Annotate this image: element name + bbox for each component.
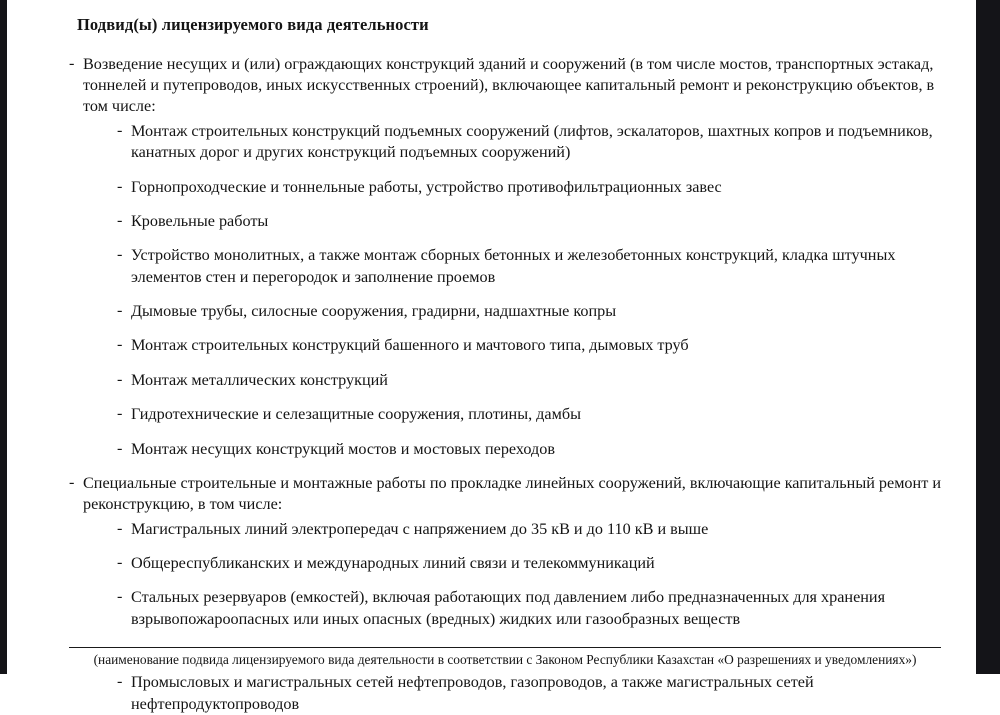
list-item-text: Монтаж строительных конструкций башенного и мачтового типа, дымовых труб — [131, 336, 689, 355]
scan-edge-right — [976, 0, 1000, 674]
bullet-dash-icon: - — [117, 587, 123, 606]
list-item — [117, 301, 941, 322]
list-item-text: Устройство монолитных, а также монтаж сборных бетонных и железобетонных конструкций, кладка штучных элементов стен и перегородок и заполнение проемов — [131, 246, 896, 286]
bullet-dash-icon: - — [117, 176, 123, 195]
document-page — [7, 0, 976, 713]
list-item-text: Дымовые трубы, силосные сооружения, градирни, надшахтные копры — [131, 302, 617, 320]
bullet-dash-icon: - — [117, 120, 123, 139]
list-item — [117, 587, 941, 630]
list-item — [117, 404, 941, 425]
document-footer — [69, 647, 941, 668]
bullet-dash-icon: - — [117, 335, 123, 354]
list-item-text: Гидротехнические и селезащитные сооружения, плотины, дамбы — [131, 405, 581, 424]
scan-edge-left — [0, 0, 7, 674]
subtype-list — [69, 54, 941, 715]
footer-divider — [69, 647, 941, 648]
list-item-text: Магистральных линий электропередач с напряжением до 35 кВ и до 110 кВ и выше — [131, 519, 709, 538]
list-item-text: Кровельные работы — [131, 211, 269, 230]
list-item-text: Промысловых и магистральных сетей нефтепроводов, газопроводов, а также магистральных сетей нефтепродуктопроводов — [131, 673, 814, 713]
list-item-text: Общереспубликанских и международных линий связи и телекоммуникаций — [131, 554, 655, 572]
list-item-text: Монтаж несущих конструкций мостов и мостовых переходов — [131, 439, 555, 458]
list-item — [117, 439, 941, 460]
bullet-dash-icon: - — [117, 438, 123, 457]
subtype-sublist — [69, 519, 941, 715]
bullet-dash-icon: - — [117, 518, 123, 537]
list-item-text: Горнопроходческие и тоннельные работы, устройство противофильтрационных завес — [131, 177, 722, 196]
list-item-text: Стальных резервуаров (емкостей), включая работающих под давлением либо предназначенных для хранения взрывопожароопасных или иных опасных (вредных) жидких или газообразных веществ — [131, 588, 886, 628]
list-item — [117, 177, 941, 198]
list-item — [69, 54, 941, 118]
bullet-dash-icon: - — [117, 672, 123, 691]
list-item — [117, 519, 941, 540]
bullet-dash-icon: - — [117, 210, 123, 229]
bullet-dash-icon: - — [117, 404, 123, 423]
bullet-dash-icon: - — [117, 301, 123, 319]
bullet-dash-icon: - — [117, 369, 123, 388]
page-title: Подвид(ы) лицензируемого вида деятельности — [77, 15, 429, 34]
bullet-dash-icon: - — [69, 472, 75, 491]
list-item — [117, 335, 941, 356]
list-item — [117, 121, 941, 164]
bullet-dash-icon: - — [117, 553, 123, 571]
bullet-dash-icon: - — [69, 53, 75, 72]
bullet-dash-icon: - — [117, 245, 123, 264]
subtype-sublist — [69, 121, 941, 460]
list-item — [117, 370, 941, 391]
footer-caption: (наименование подвида лицензируемого вида деятельности в соответствии с Законом Республики Казахстан «О разрешениях и уведомлениях») — [93, 651, 917, 667]
list-item — [117, 211, 941, 232]
list-item — [117, 245, 941, 288]
list-item-text: Возведение несущих и (или) ограждающих конструкций зданий и сооружений (в том числе мостов, транспортных эстакад, тоннелей и путепроводов, иных искусственных строений), включающее капитальный ремонт и реконструкцию объектов, в том числе: — [83, 54, 935, 116]
list-item — [117, 672, 941, 715]
list-item-text: Монтаж металлических конструкций — [131, 370, 388, 389]
list-item-text: Специальные строительные и монтажные работы по прокладке линейных сооружений, включающие капитальный ремонт и реконструкцию, в том числе: — [83, 473, 941, 514]
document-body — [7, 0, 976, 715]
list-item — [117, 553, 941, 574]
list-item-text: Монтаж строительных конструкций подъемных сооружений (лифтов, эскалаторов, шахтных копров и подъемников, канатных дорог и других конструкций подъемных сооружений) — [131, 121, 933, 162]
list-item — [69, 473, 941, 516]
